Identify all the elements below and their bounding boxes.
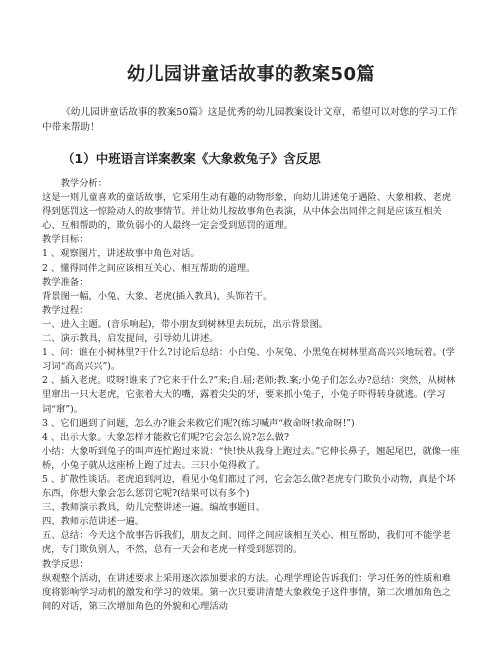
body-paragraph: 教学分析： <box>60 178 108 189</box>
body-paragraph: 二、演示教具，启发提问，引导幼儿讲述。 <box>42 333 219 345</box>
body-paragraph: 这是一则儿童喜欢的童话故事，它采用生动有趣的动物形象，向幼儿讲述兔子遇险、大象相救、老虎得到惩罚这一惊险动人的故事情节。并让幼儿按故事角色表演，从中体会出同伴之间是应该互相关心、互相帮助的，欺负弱小的人最终一定会受到惩罚的道理。 <box>42 192 452 232</box>
body-paragraph: 1 、问：谁在小树林里?干什么?讨论后总结：小白兔、小灰兔、小黑兔在树林里高高兴兴地玩着。(学习词“高高兴兴”)。 <box>42 347 455 373</box>
body-paragraph: 四、教师示范讲述一遍。 <box>42 516 145 528</box>
body-paragraph: 教学准备： <box>42 276 89 288</box>
body-paragraph: 教学目标： <box>42 234 89 246</box>
body-paragraph: 教学过程： <box>42 304 89 316</box>
document-title: 幼儿园讲童话故事的教案50篇 <box>126 64 376 85</box>
intro-paragraph: 《幼儿园讲童话故事的教案50篇》这是优秀的幼儿园教案设计文章，希望可以对您的学习工作中带来帮助！ <box>42 107 458 133</box>
body-paragraph: 五、总结：今天这个故事告诉我们，朋友之间、同伴之间应该相互关心、相互帮助，我们可不能学老虎，专门欺负别人，不然，总有一天会和老虎一样受到惩罚的。 <box>42 530 452 556</box>
lesson-plan-body <box>42 177 460 614</box>
body-paragraph: 2 、插入老虎。哎呀!谁来了?它来干什么?”来;自.屈;老师;教.案;小兔子们怎么办?总结：突然，从树林里窜出一只大老虎，它张着大大的嘴，露着尖尖的牙，要来抓小兔子，小兔子吓得转身就逃。(学习词“窜”)。 <box>42 375 456 415</box>
body-paragraph: 2 、懂得同伴之间应该相互关心、相互帮助的道理。 <box>42 262 256 274</box>
body-paragraph: 一、进入主题。(音乐响起)，带小朋友到树林里去玩玩，出示背景图。 <box>42 318 329 330</box>
section-heading: （1）中班语言详案教案《大象救兔子》含反思 <box>62 151 321 166</box>
body-paragraph: 三、教师演示教具，幼儿完整讲述一遍。编故事题目。 <box>42 502 266 514</box>
body-paragraph: 小结：大象听到兔子的叫声连忙跑过来说：“快!快从我身上跑过去。”它伸长鼻子，翘起尾巴，就像一座桥，小兔子就从这座桥上跑了过去。三只小兔得救了。 <box>42 445 460 471</box>
body-paragraph: 4 、出示大象。大象怎样才能救它们呢?它会怎么说?怎么做? <box>42 431 289 443</box>
body-paragraph: 5 、扩散性谈话。老虎追到河边，看见小兔们都过了河，它会怎么做?老虎专门欺负小动物，真是个坏东西，你想大象会怎么惩罚它呢?(结果可以有多个) <box>42 473 456 500</box>
body-paragraph: 背景图一幅，小兔、大象、老虎(插入教具)，头饰若干。 <box>42 290 273 302</box>
body-paragraph: 教学反思： <box>42 558 89 570</box>
body-paragraph: 3 、它们遇到了问题，怎么办?谁会来救它们呢?(练习喊声“救命呀!救命呀!”) <box>42 417 355 429</box>
body-paragraph: 1 、观察图片，讲述故事中角色对话。 <box>42 248 200 260</box>
body-paragraph: 纵观整个活动，在讲述要求上采用逐次添加要求的方法。心理学理论告诉我们：学习任务的性质和难度将影响学习动机的激发和学习的效果。第一次只要讲清楚大象救兔子这件事情，第二次增加角色之间的对话，第三次增加角色的外貌和心理活动 <box>42 572 452 612</box>
